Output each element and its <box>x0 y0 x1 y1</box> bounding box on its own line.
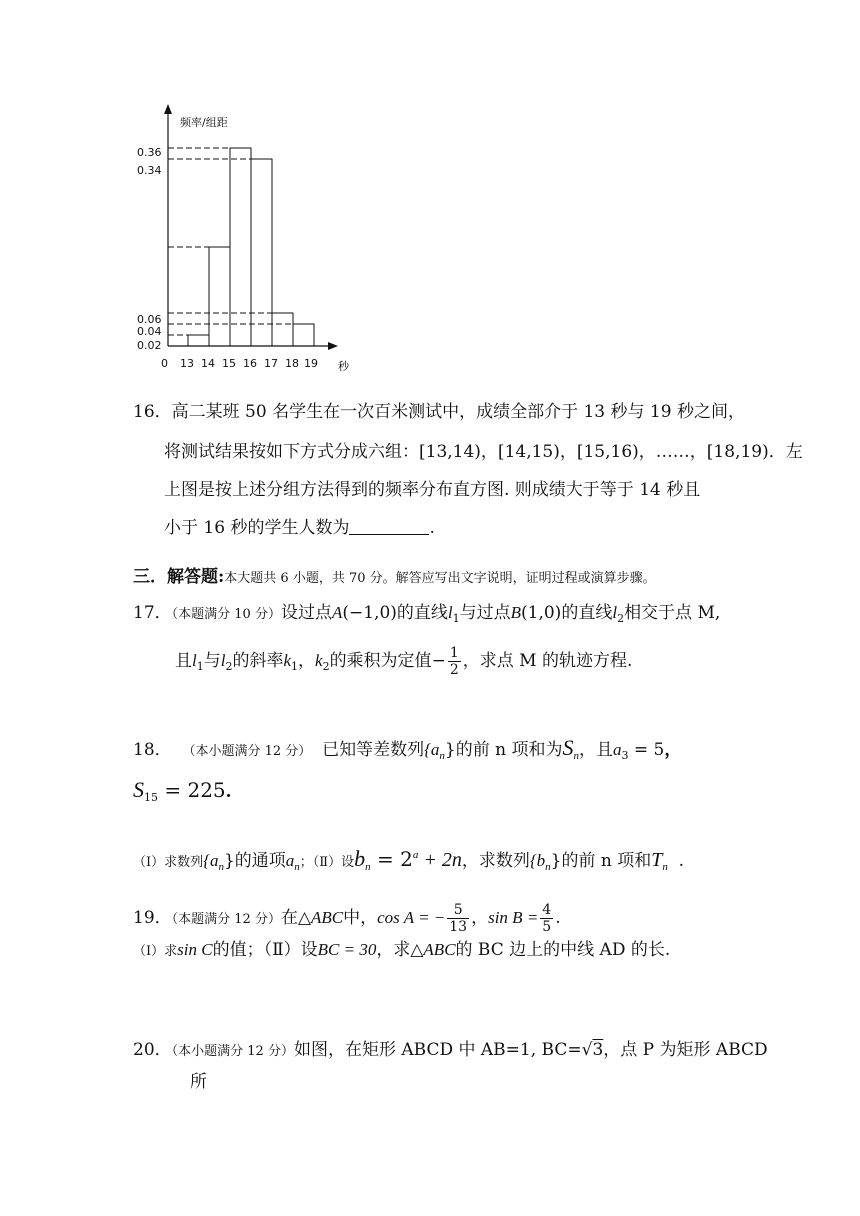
x-tick-label: 13 <box>180 357 194 370</box>
histogram-bar <box>209 247 230 346</box>
q17-k1: k <box>283 651 292 670</box>
q16-text-4: 小于 16 秒的学生人数为 <box>164 518 350 538</box>
q17-fraction <box>448 645 461 678</box>
y-axis-arrow <box>164 104 172 114</box>
q17-score: （本题满分 10 分） <box>171 607 281 622</box>
q16-end: . <box>429 518 435 538</box>
q18-eq: = 225 <box>158 778 226 802</box>
q18-eq: = 2 <box>370 847 413 871</box>
x-tick-label: 14 <box>201 357 215 370</box>
x-tick-label: 15 <box>222 357 236 370</box>
q19-bc: BC = 30 <box>317 940 377 959</box>
q17-sub: 1 <box>196 660 204 673</box>
q16-line4 <box>164 518 435 538</box>
q18-sub: n <box>545 861 551 873</box>
q19-number: 19． <box>133 908 172 928</box>
x-axis-arrow <box>328 342 338 350</box>
histogram-bar <box>251 159 272 346</box>
q17-text: 的乘积为定值 <box>329 651 432 671</box>
q16-number: 16． <box>133 402 172 422</box>
q19-cos-a: cos A = − <box>377 908 446 927</box>
q17-text: 的直线 <box>561 603 613 623</box>
q18-brace: } <box>444 740 456 760</box>
q19-sep: ， <box>471 908 489 928</box>
q19-fraction-1 <box>447 902 469 935</box>
q19-frac-den: 5 <box>542 919 552 935</box>
q19-score: （本题满分 12 分） <box>171 912 281 927</box>
q17-frac-den: 2 <box>449 662 459 678</box>
q18-t: T <box>651 849 663 871</box>
q20-score: （本小题满分 12 分） <box>171 1044 294 1059</box>
q18-end: . <box>678 851 685 871</box>
q18-text: 已知等差数列 <box>322 740 425 760</box>
y-tick-label: 0.36 <box>137 146 162 159</box>
q17-point-a-coord: (−1,0) <box>342 603 397 623</box>
q20-radicand: 3 <box>592 1040 604 1060</box>
q19-frac-den: 13 <box>449 919 468 935</box>
q17-l1: l <box>192 651 197 670</box>
q18-line3 <box>133 845 684 877</box>
q19-abc: ABC <box>423 940 456 959</box>
q19-line2 <box>133 940 670 962</box>
q17-point-a: A <box>331 603 343 622</box>
q17-sub: 2 <box>617 612 625 625</box>
q18-part2: ；（Ⅱ）设 <box>299 855 355 870</box>
q17-frac-num: 1 <box>449 645 459 661</box>
q20-line2: 所 <box>190 1072 207 1092</box>
q18-sub: n <box>218 861 224 873</box>
q17-sub: 2 <box>225 660 233 673</box>
section3-heading <box>133 567 656 589</box>
q16-line2: 将测试结果按如下方式分成六组：[13,14)，[14,15)，[15,16)，……，[18,19)．左 <box>164 442 803 462</box>
q18-number: 18． <box>133 740 172 760</box>
q19-text: 的值；（Ⅱ）设 <box>212 940 318 960</box>
q18-exp: a <box>412 849 419 861</box>
q18-sub: 15 <box>144 791 158 804</box>
x-tick-label: 18 <box>285 357 299 370</box>
q17-k2: k <box>315 651 323 670</box>
q18-s15: S <box>133 777 144 802</box>
q19-frac-num: 5 <box>447 902 469 919</box>
q19-text: 的 BC 边上的中线 AD 的长. <box>455 940 671 960</box>
q17-sub: 2 <box>322 660 330 673</box>
q19-part1: （Ⅰ）求 <box>133 944 178 959</box>
q18-line2 <box>133 777 232 808</box>
q20-text: ，点 P 为矩形 ABCD <box>603 1040 768 1060</box>
q17-l1: l <box>447 603 453 622</box>
x-tick-label: 16 <box>243 357 257 370</box>
q18-a: a <box>612 740 622 759</box>
q19-text: 中， <box>343 908 378 928</box>
q18-sub: n <box>365 861 371 873</box>
q18-text: 的前 n 项和 <box>561 851 652 871</box>
x-axis-label: 秒 <box>338 360 349 373</box>
q18-sub: n <box>573 750 579 762</box>
q19-sin-c: sin C <box>177 940 213 959</box>
q17-text: 的直线 <box>396 603 448 623</box>
x-tick-label: 0 <box>161 357 168 370</box>
q19-frac-num: 4 <box>542 902 552 918</box>
q17-text: 且 <box>175 651 192 671</box>
q18-text: 的前 n 项和为 <box>455 740 563 760</box>
q19-dot: . <box>555 908 561 928</box>
q17-l2: l <box>220 651 226 670</box>
q18-score: （本小题满分 12 分） <box>182 744 312 759</box>
q18-eq: = 5 <box>628 740 665 760</box>
y-tick-label: 0.34 <box>137 164 162 177</box>
x-tick-label: 19 <box>304 357 318 370</box>
q17-point-b-coord: (1,0) <box>521 603 562 623</box>
q17-text: ， <box>298 651 316 671</box>
q17-text: 设过点 <box>280 603 332 623</box>
histogram-bar <box>272 313 293 346</box>
q19-fraction-2 <box>540 902 553 935</box>
q18-b: b <box>354 846 366 871</box>
q20-sqrt: √ <box>581 1040 593 1060</box>
q18-seq-a: {a <box>203 851 219 870</box>
frequency-histogram <box>0 0 860 400</box>
q19-text: ，求△ <box>376 940 424 960</box>
q16-text-1: 高二某班 50 名学生在一次百米测试中，成绩全部介于 13 秒与 19 秒之间， <box>171 402 745 422</box>
y-axis-label: 频率/组距 <box>180 116 228 129</box>
x-tick-label: 17 <box>264 357 278 370</box>
q17-point-b: B <box>510 603 522 622</box>
q18-sub: n <box>439 750 445 762</box>
q18-part1: （Ⅰ）求数列 <box>133 855 204 870</box>
q17-text: 与过点 <box>459 603 511 623</box>
q18-sub: n <box>662 861 668 873</box>
q18-line1 <box>133 735 682 766</box>
q18-dot: . <box>225 782 232 802</box>
q18-plus: + 2n <box>418 849 462 871</box>
q20-text: 如图，在矩形 ABCD 中 AB=1, BC= <box>293 1040 582 1060</box>
histogram-bar <box>230 148 251 346</box>
q16-line1 <box>133 402 745 422</box>
histogram-bar <box>293 324 314 346</box>
q18-comma: ， <box>664 740 682 760</box>
q18-sub: 3 <box>621 749 629 762</box>
q18-brace: } <box>223 851 235 871</box>
q17-sub: 1 <box>291 660 299 673</box>
histogram-bar <box>188 335 209 346</box>
q19-sin-b: sin B = <box>488 908 539 927</box>
q19-text: 在△ <box>280 908 312 928</box>
q17-line1 <box>133 603 720 629</box>
q17-line2 <box>175 645 632 678</box>
y-tick-label: 0.04 <box>137 325 162 338</box>
q18-brace: } <box>550 851 562 871</box>
q16-line3: 上图是按上述分组方法得到的频率分布直方图. 则成绩大于等于 14 秒且 <box>164 480 701 500</box>
q17-text: 的斜率 <box>232 651 284 671</box>
q20-line1 <box>133 1040 768 1062</box>
q18-seq-b: {b <box>529 851 546 870</box>
q19-line1 <box>133 902 561 935</box>
q17-text: ，求点 M 的轨迹方程. <box>462 651 633 671</box>
q16-answer-blank <box>349 518 429 535</box>
y-tick-label: 0.06 <box>137 313 162 326</box>
q18-text: ，且 <box>578 740 613 760</box>
q17-text: 与 <box>203 651 221 671</box>
q17-minus: − <box>431 651 446 671</box>
q17-text: 相交于点 M, <box>624 603 721 623</box>
q17-sub: 1 <box>452 612 460 625</box>
q20-number: 20． <box>133 1040 172 1060</box>
q18-text: 的通项 <box>234 851 286 871</box>
section3-title: 三．解答题: <box>133 567 225 587</box>
q17-l2: l <box>612 603 618 622</box>
q18-an: a <box>285 851 295 870</box>
y-tick-label: 0.02 <box>137 339 162 352</box>
q18-sub: n <box>294 861 300 873</box>
q17-number: 17． <box>133 603 172 623</box>
section3-desc: 本大题共 6 小题，共 70 分。解答应写出文字说明，证明过程或演算步骤。 <box>224 571 656 586</box>
q19-abc: ABC <box>311 908 344 927</box>
q18-seq-a: {a <box>424 740 440 759</box>
q18-s: S <box>562 735 574 760</box>
q18-text: ，求数列 <box>461 851 530 871</box>
